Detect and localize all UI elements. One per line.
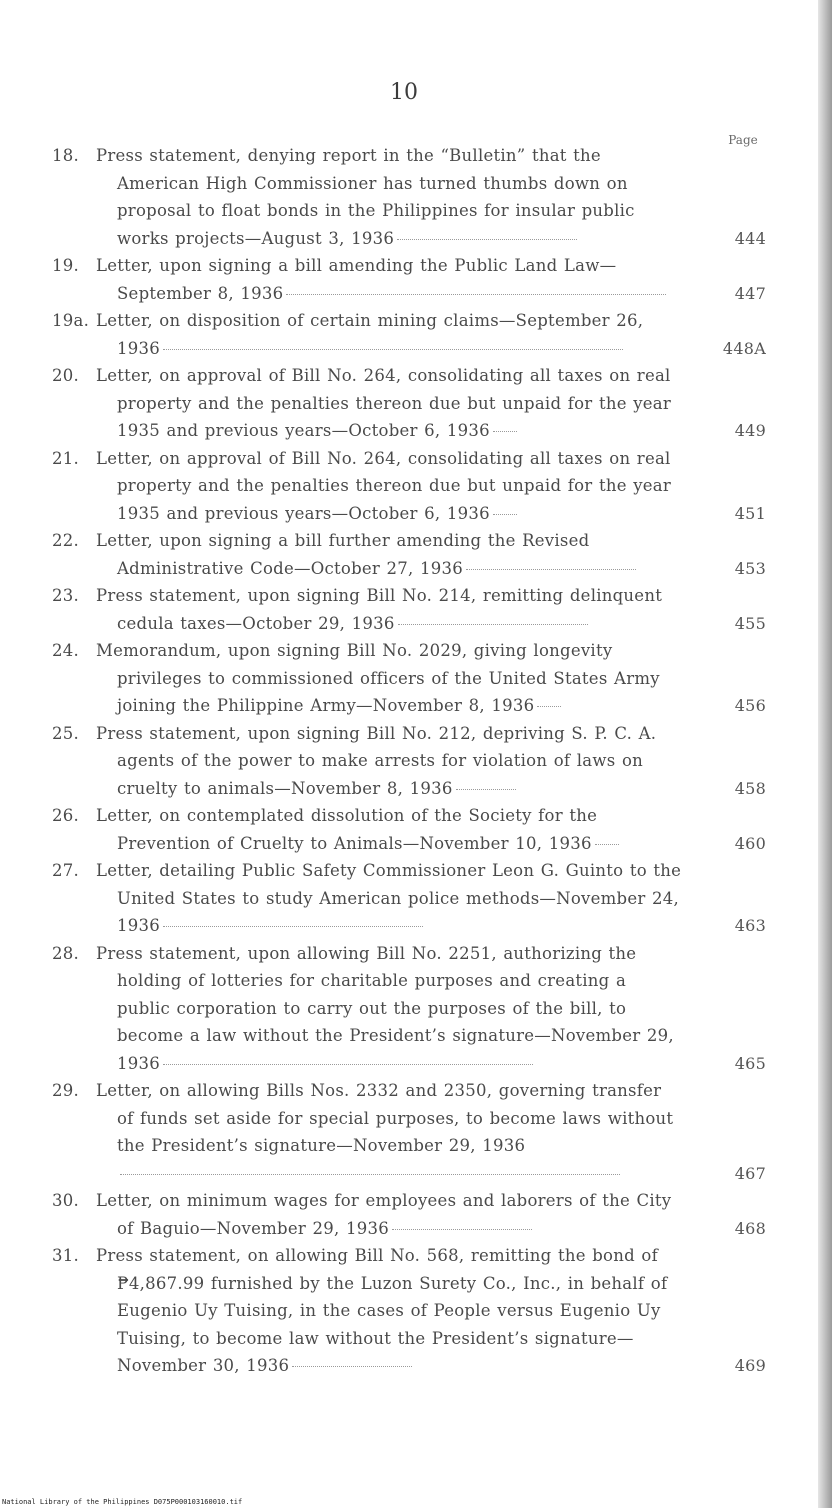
toc-entry-24 xyxy=(52,637,768,720)
entry-page: 444 xyxy=(734,228,766,248)
page-edge-shadow xyxy=(818,0,832,1508)
dot-leader xyxy=(397,239,577,240)
dot-leader xyxy=(398,624,588,625)
entry-text: Press statement, upon signing Bill No. 214, remitting delinquent cedula taxes—October 29, 1936 xyxy=(96,586,663,633)
toc-entry-19a xyxy=(52,307,768,362)
entry-text: Letter, detailing Public Safety Commissioner Leon G. Guinto to the United States to study American police methods—November 24, 1936 xyxy=(96,861,682,935)
toc-entry-26 xyxy=(52,802,768,857)
toc-entry-31 xyxy=(52,1242,768,1380)
entry-number: 18. xyxy=(52,146,79,165)
entry-number: 29. xyxy=(52,1081,79,1100)
entry-page: 451 xyxy=(734,503,766,523)
entry-text: Letter, on disposition of certain mining claims—September 26, 1936 xyxy=(96,311,644,358)
entry-number: 26. xyxy=(52,806,79,825)
entry-page: 456 xyxy=(734,696,766,715)
dot-leader xyxy=(456,789,516,790)
entry-page: 460 xyxy=(734,833,766,853)
entry-number: 30. xyxy=(52,1191,79,1210)
entry-page: 465 xyxy=(734,1053,766,1073)
entry-page: 468 xyxy=(734,1218,766,1238)
dot-leader xyxy=(466,569,636,570)
toc-entry-30 xyxy=(52,1187,768,1242)
entry-page: 469 xyxy=(734,1356,766,1375)
entry-page: 455 xyxy=(734,613,766,633)
toc-entry-23 xyxy=(52,582,768,637)
entry-number: 20. xyxy=(52,366,79,385)
entry-page: 453 xyxy=(734,558,766,578)
dot-leader xyxy=(493,514,517,515)
entry-page: 463 xyxy=(734,916,766,935)
entry-text: Letter, on contemplated dissolution of the Society for the Prevention of Cruelty to Animals—November 10, 1936 xyxy=(96,806,598,853)
entry-text: Letter, on minimum wages for employees and laborers of the City of Baguio—November 29, 1936 xyxy=(96,1191,672,1238)
dot-leader xyxy=(292,1366,412,1367)
entry-text: Press statement, on allowing Bill No. 568, remitting the bond of ₱4,867.99 furnished by the Luzon Surety Co., Inc., in behalf of Eugenio Uy Tuising, in the cases of People versus Eugenio Uy Tuising, to become law without the President’s signature—November 30, 1936 xyxy=(96,1246,668,1375)
toc-entry-28 xyxy=(52,940,768,1078)
scan-footer: National Library of the Philippines D075P000103160010.tif xyxy=(2,1498,243,1506)
entry-text: Letter, on approval of Bill No. 264, consolidating all taxes on real property and the penalties thereon due but unpaid for the year 1935 and previous years—October 6, 1936 xyxy=(96,366,672,440)
toc-entry-27 xyxy=(52,857,768,940)
dot-leader xyxy=(120,1174,620,1175)
entry-page: 458 xyxy=(734,778,766,798)
entry-text: Press statement, upon allowing Bill No. 2251, authorizing the holding of lotteries for charitable purposes and creating a public corporation to carry out the purposes of the bill, to become a law without the President’s signature—November 29, 1936 xyxy=(96,943,674,1073)
toc-entry-22 xyxy=(52,527,768,582)
page-number: 10 xyxy=(390,80,418,105)
entry-page: 449 xyxy=(734,421,766,440)
entry-number: 19. xyxy=(52,256,79,275)
dot-leader xyxy=(163,349,623,350)
dot-leader xyxy=(595,844,619,845)
toc-entry-19 xyxy=(52,252,768,307)
table-of-contents xyxy=(52,142,768,1380)
dot-leader xyxy=(493,431,517,432)
entry-number: 31. xyxy=(52,1246,79,1265)
entry-number: 19a. xyxy=(52,311,90,330)
entry-number: 21. xyxy=(52,448,79,468)
toc-entry-18 xyxy=(52,142,768,252)
entry-number: 24. xyxy=(52,641,79,660)
entry-text: Press statement, upon signing Bill No. 212, depriving S. P. C. A. agents of the power to make arrests for violation of laws on cruelty to animals—November 8, 1936 xyxy=(96,723,657,798)
entry-text: Press statement, denying report in the “Bulletin” that the American High Commissioner has turned thumbs down on proposal to float bonds in the Philippines for insular public works projects—August 3, 1936 xyxy=(96,146,635,248)
entry-number: 25. xyxy=(52,723,79,743)
entry-number: 28. xyxy=(52,943,79,963)
toc-entry-20 xyxy=(52,362,768,445)
entry-text: Memorandum, upon signing Bill No. 2029, giving longevity privileges to commissioned officers of the United States Army joining the Philippine Army—November 8, 1936 xyxy=(96,641,660,715)
entry-text: Letter, on allowing Bills Nos. 2332 and 2350, governing transfer of funds set aside for special purposes, to become laws without the President’s signature—November 29, 1936 xyxy=(96,1081,674,1155)
toc-entry-29 xyxy=(52,1077,768,1187)
entry-page: 467 xyxy=(734,1163,766,1183)
entry-number: 27. xyxy=(52,861,79,880)
dot-leader xyxy=(286,294,666,295)
dot-leader xyxy=(163,1064,533,1065)
toc-entry-21 xyxy=(52,445,768,528)
entry-page: 447 xyxy=(734,283,766,303)
entry-number: 23. xyxy=(52,586,79,605)
entry-text: Letter, on approval of Bill No. 264, consolidating all taxes on real property and the penalties thereon due but unpaid for the year 1935 and previous years—October 6, 1936 xyxy=(96,448,672,523)
dot-leader xyxy=(392,1229,532,1230)
entry-text: Letter, upon signing a bill amending the Public Land Law—September 8, 1936 xyxy=(96,256,617,303)
page-column-label: Page xyxy=(728,133,758,147)
entry-text: Letter, upon signing a bill further amending the Revised Administrative Code—October 27, 1936 xyxy=(96,531,590,578)
entry-page: 448A xyxy=(722,338,766,358)
dot-leader xyxy=(537,706,561,707)
entry-number: 22. xyxy=(52,531,79,550)
dot-leader xyxy=(163,926,423,927)
toc-entry-25 xyxy=(52,720,768,803)
